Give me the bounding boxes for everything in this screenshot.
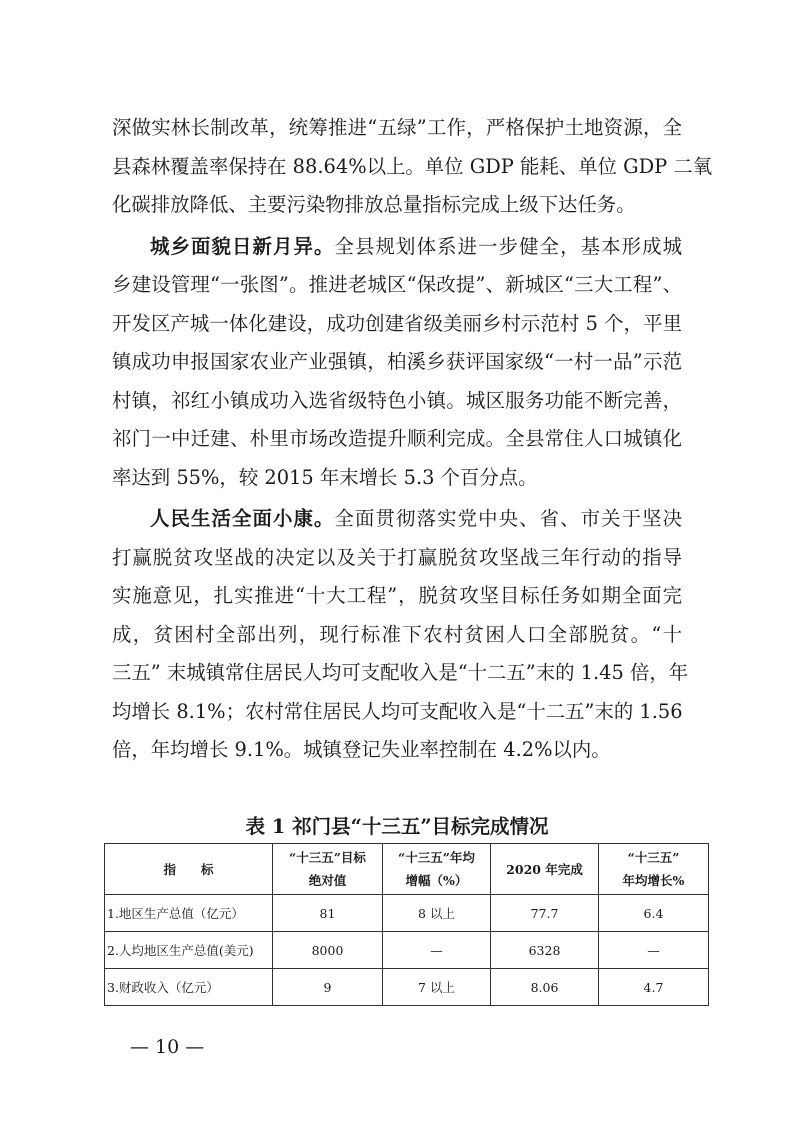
table-cell: —: [599, 932, 709, 969]
paragraph-text: 打赢脱贫攻坚战的决定以及关于打赢脱贫攻坚战三年行动的指导: [112, 545, 682, 569]
paragraph-text: 深做实林长制改革，统筹推进“五绿”工作，严格保护土地资源，全: [112, 116, 682, 139]
table-cell: —: [383, 932, 491, 969]
header-indicator: 指 标: [105, 844, 273, 895]
table-cell: 7 以上: [383, 969, 491, 1006]
paragraph-line: [112, 147, 713, 187]
paragraph-text: 率达到 55%，较 2015 年末增长 5.3 个百分点。: [112, 465, 538, 489]
table-cell: 6328: [491, 932, 599, 969]
header-target-growth: “十三五”年均 增幅（%）: [383, 844, 491, 895]
paragraph-line: [112, 265, 682, 305]
paragraph-line: [112, 342, 682, 382]
paragraph-first-line: [150, 227, 682, 267]
table-cell: 2.人均地区生产总值(美元): [105, 932, 273, 969]
paragraph-line: [112, 538, 682, 578]
paragraph-text: 实施意见，扎实推进“十大工程”，脱贫攻坚目标任务如期全面完: [112, 584, 682, 607]
paragraph-text: 倍，年均增长 9.1%。城镇登记失业率控制在 4.2%以内。: [112, 738, 611, 761]
paragraph-text: 开发区产城一体化建设，成功创建省级美丽乡村示范村 5 个，平里: [112, 311, 682, 335]
paragraph-line: [112, 185, 682, 225]
paragraph-first-line: [150, 499, 682, 539]
paragraph-line: [112, 304, 682, 344]
paragraph-line: [112, 419, 682, 459]
paragraph-line: [112, 458, 682, 498]
paragraph-text: 村镇，祁红小镇成功入选省级特色小镇。城区服务功能不断完善，: [112, 388, 682, 412]
paragraph-text: 镇成功申报国家农业产业强镇，柏溪乡获评国家级“一村一品”示范: [112, 350, 682, 373]
paragraph-line: [112, 108, 682, 148]
paragraph-line: [112, 381, 682, 421]
table-cell: 6.4: [599, 895, 709, 932]
table-cell: 81: [273, 895, 383, 932]
header-target-value: “十三五”目标 绝对值: [273, 844, 383, 895]
paragraph-line: [112, 615, 682, 655]
table-cell: 1.地区生产总值（亿元）: [105, 895, 273, 932]
header-2020-actual: 2020 年完成: [491, 844, 599, 895]
paragraph-line: [112, 730, 682, 770]
paragraph-heading: 人民生活全面小康。: [150, 507, 335, 530]
targets-table: [104, 843, 709, 1006]
paragraph-line: [112, 692, 682, 732]
table-cell: 8 以上: [383, 895, 491, 932]
table-cell: 8000: [273, 932, 383, 969]
table-cell: 77.7: [491, 895, 599, 932]
paragraph-text: 全县规划体系进一步健全，基本形成城: [334, 234, 683, 258]
table-cell: 4.7: [599, 969, 709, 1006]
table-header-row: [105, 844, 709, 895]
paragraph-line: [112, 653, 689, 693]
paragraph-heading: 城乡面貌日新月异。: [150, 234, 335, 258]
paragraph-text: 均增长 8.1%；农村常住居民人均可支配收入是“十二五”末的 1.56: [112, 699, 683, 723]
table-row: [105, 895, 709, 932]
paragraph-text: 县森林覆盖率保持在 88.64%以上。单位 GDP 能耗、单位 GDP 二氧: [112, 154, 713, 178]
paragraph-text: 成，贫困村全部出列，现行标准下农村贫困人口全部脱贫。“十: [112, 622, 682, 646]
table-cell: 8.06: [491, 969, 599, 1006]
paragraph-text: 全面贯彻落实党中央、省、市关于坚决: [334, 507, 683, 530]
header-actual-growth: “十三五” 年均增长%: [599, 844, 709, 895]
paragraph-text: 乡建设管理“一张图”。推进老城区“保改提”、新城区“三大工程”、: [112, 273, 682, 296]
table-cell: 9: [273, 969, 383, 1006]
paragraph-text: 化碳排放降低、主要污染物排放总量指标完成上级下达任务。: [112, 193, 636, 216]
page-number: — 10 —: [130, 1036, 205, 1058]
table-title: 表 1 祁门县“十三五”目标完成情况: [245, 815, 549, 838]
table-row: [105, 932, 709, 969]
table-cell: 3.财政收入（亿元）: [105, 969, 273, 1006]
paragraph-text: 三五” 末城镇常住居民人均可支配收入是“十二五”末的 1.45 倍，年: [112, 661, 689, 684]
table-row: [105, 969, 709, 1006]
paragraph-text: 祁门一中迁建、朴里市场改造提升顺利完成。全县常住人口城镇化: [112, 427, 682, 450]
paragraph-line: [112, 576, 682, 616]
